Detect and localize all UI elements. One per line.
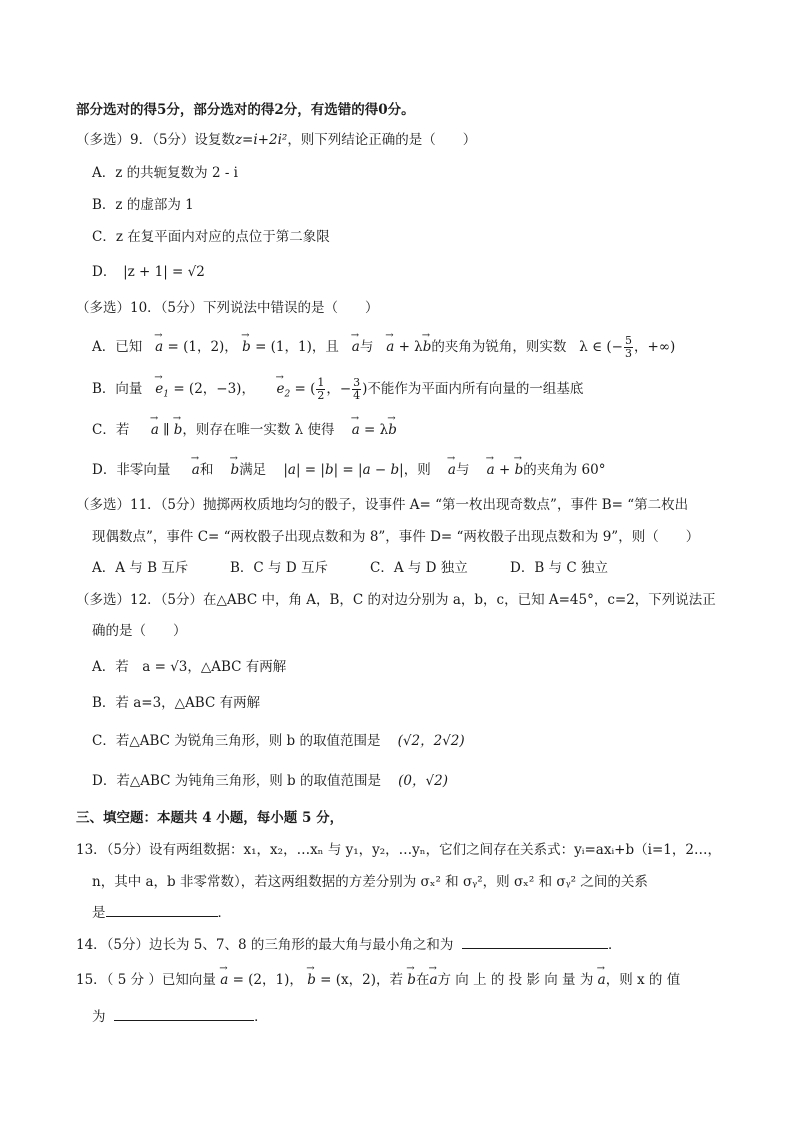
vector-a: → a bbox=[155, 337, 163, 357]
vector-a: → a bbox=[151, 420, 159, 440]
q10-option-c bbox=[92, 420, 754, 440]
vector-b: → b bbox=[242, 337, 251, 357]
q10a-range-prefix: λ ∈ (− bbox=[579, 339, 623, 355]
vector-a: → a bbox=[487, 460, 495, 480]
vector-b: → b bbox=[515, 460, 524, 480]
q10c-parallel: ∥ bbox=[163, 422, 170, 438]
q15-tail: ，则 x 的 值 bbox=[605, 972, 681, 988]
q12-stem-line2: 确的是（ ） bbox=[92, 623, 187, 639]
q11-option-d: D．B 与 C 独立 bbox=[510, 560, 608, 576]
q10-stem: （多选）10．（5分）下列说法中错误的是（ ） bbox=[76, 300, 379, 316]
q10-option-b bbox=[92, 377, 754, 405]
q10d-with: 与 bbox=[455, 462, 470, 478]
q13-line3-suffix: ． bbox=[217, 905, 231, 921]
q12-option-c bbox=[92, 731, 754, 751]
q13-answer-blank[interactable] bbox=[106, 902, 218, 917]
q12-option-d bbox=[92, 771, 754, 791]
q10a-sum: + λ bbox=[398, 339, 423, 355]
vector-a: → a bbox=[429, 970, 437, 990]
q15-line2-suffix: ． bbox=[254, 1009, 268, 1025]
q13-line3 bbox=[92, 902, 754, 923]
q10d-then: ，则 bbox=[403, 462, 431, 478]
q11-option-b: B．C 与 D 互斥 bbox=[230, 560, 328, 576]
q10c-eq: = λ bbox=[364, 422, 389, 438]
q11-stem-line1: （多选）11．（5分）抛掷两枚质地均匀的骰子，设事件 A= “第一枚出现奇数点”，事件 B= “第二枚出 bbox=[76, 497, 689, 513]
vector-a: → a bbox=[598, 970, 606, 990]
q10-option-a bbox=[92, 335, 754, 360]
q14-line bbox=[76, 934, 754, 955]
q10c-mid: ，则存在唯一实数 λ 使得 bbox=[182, 422, 335, 438]
q10d-satisfies: 满足 bbox=[239, 462, 267, 478]
q12-option-a: A．若 a = √3，△ABC 有两解 bbox=[92, 659, 287, 675]
q14-answer-blank[interactable] bbox=[462, 934, 608, 949]
vector-b: → b bbox=[307, 970, 316, 990]
vector-b: → b bbox=[231, 460, 240, 480]
vector-e2: → $e_2$ bbox=[276, 379, 290, 405]
vector-b: → b bbox=[423, 337, 432, 357]
q10a-a-eq: = (1，2)， bbox=[167, 339, 238, 355]
q10d-tail: 的夹角为 60° bbox=[523, 462, 606, 478]
q11-stem-line2: 现偶数点”，事件 C= “两枚骰子出现点数和为 8”，事件 D= “两枚骰子出现点数和为 9”，则（ ） bbox=[92, 529, 700, 545]
vector-b: → b bbox=[407, 970, 416, 990]
fraction-5-3: $\frac{5}{3}$ bbox=[624, 334, 632, 360]
vector-e1: → $e_1$ bbox=[155, 379, 169, 405]
q9-stem-suffix: ，则下列结论正确的是（ ） bbox=[287, 132, 477, 148]
q10b-label: B．向量 bbox=[92, 381, 143, 397]
q12-stem-line1: （多选）12．（5分）在△ABC 中，角 A，B，C 的对边分别为 a，b，c，已知 A=45°，c=2，下列说法正 bbox=[76, 592, 716, 608]
q10a-b-eq: = (1，1)，且 bbox=[255, 339, 339, 355]
q10b-tail: )不能作为平面内所有向量的一组基底 bbox=[362, 381, 584, 397]
q15-prefix: 15．（ 5 分 ）已知向量 bbox=[76, 972, 216, 988]
q15-mid: 在 bbox=[415, 972, 430, 988]
vector-b: → b bbox=[388, 420, 397, 440]
q9-option-a: A．z 的共轭复数为 2 - i bbox=[92, 165, 238, 181]
q12d-text: D．若△ABC 为钝角三角形，则 b 的取值范围是 bbox=[92, 773, 381, 789]
vector-a: → a bbox=[352, 337, 360, 357]
vector-a: → a bbox=[192, 460, 200, 480]
vector-a: → a bbox=[220, 970, 228, 990]
q12d-range: (0，√2) bbox=[398, 773, 448, 789]
q9-option-b: B．z 的虚部为 1 bbox=[92, 197, 194, 213]
q14-suffix: ． bbox=[607, 937, 622, 953]
vector-b: → b bbox=[174, 420, 183, 440]
q13-line3-prefix: 是 bbox=[92, 905, 106, 921]
q10d-label: D．非零向量 bbox=[92, 462, 171, 478]
q10a-label: A．已知 bbox=[92, 339, 143, 355]
q11-option-a: A．A 与 B 互斥 bbox=[92, 560, 189, 576]
q15-line1 bbox=[76, 970, 754, 990]
q10d-condition: |a| = |b| = |a − b| bbox=[283, 462, 404, 478]
q15-line2 bbox=[92, 1006, 754, 1027]
q15-line2-prefix: 为 bbox=[92, 1009, 106, 1025]
vector-a: → a bbox=[448, 460, 456, 480]
q9-stem-prefix: （多选）9．（5分）设复数 bbox=[76, 132, 235, 148]
q10b-e1-eq: = (2，−3)， bbox=[173, 381, 255, 397]
q9-stem-expr: z=i+2i² bbox=[234, 132, 288, 148]
q15-b-eq: = (x，2)，若 bbox=[320, 972, 403, 988]
section-3-title: 三、填空题：本题共 4 小题，每小题 5 分， bbox=[76, 810, 344, 826]
q10d-sum: + bbox=[498, 462, 511, 478]
q10a-range-suffix: ，+∞) bbox=[633, 339, 676, 355]
vector-a: → a bbox=[386, 337, 394, 357]
q12c-text: C．若△ABC 为锐角三角形，则 b 的取值范围是 bbox=[92, 733, 381, 749]
q10-option-d bbox=[92, 460, 754, 480]
q15-answer-blank[interactable] bbox=[114, 1006, 254, 1021]
q13-line1: 13．（5分）设有两组数据：x₁，x₂，…xₙ 与 y₁，y₂，…yₙ，它们之间存在关系式：yᵢ=axᵢ+b（i=1，2…， bbox=[76, 842, 721, 858]
q10b-e2-eq: = ( bbox=[294, 381, 316, 397]
q10b-mid: ，− bbox=[326, 381, 352, 397]
q10a-desc: 的夹角为锐角，则实数 bbox=[431, 339, 567, 355]
scoring-note: 部分选对的得5分，部分选对的得2分，有选错的得0分。 bbox=[76, 102, 415, 118]
fraction-3-4: $\frac{3}{4}$ bbox=[353, 376, 361, 402]
q10a-with: 与 bbox=[359, 339, 374, 355]
q15-a-eq: = (2，1)， bbox=[232, 972, 303, 988]
q12-option-b: B．若 a=3，△ABC 有两解 bbox=[92, 695, 261, 711]
q14-text: 14．（5分）边长为 5、7、8 的三角形的最大角与最小角之和为 bbox=[76, 937, 454, 953]
q9-stem bbox=[76, 130, 754, 150]
vector-a: → a bbox=[352, 420, 360, 440]
q9-option-d: D． |z + 1| = √2 bbox=[92, 264, 205, 280]
fraction-1-2: $\frac{1}{2}$ bbox=[317, 376, 325, 402]
q15-proj: 方 向 上 的 投 影 向 量 为 bbox=[437, 972, 594, 988]
q12c-range: (√2，2√2) bbox=[397, 733, 465, 749]
q13-line2: n，其中 a，b 非零常数），若这两组数据的方差分别为 σₓ² 和 σᵧ²，则 σₓ² 和 σᵧ² 之间的关系 bbox=[92, 874, 648, 890]
q10d-and: 和 bbox=[199, 462, 214, 478]
q9-option-c: C．z 在复平面内对应的点位于第二象限 bbox=[92, 229, 330, 245]
q11-options bbox=[92, 558, 754, 578]
q11-option-c: C．A 与 D 独立 bbox=[370, 560, 468, 576]
q10c-label: C．若 bbox=[92, 422, 130, 438]
